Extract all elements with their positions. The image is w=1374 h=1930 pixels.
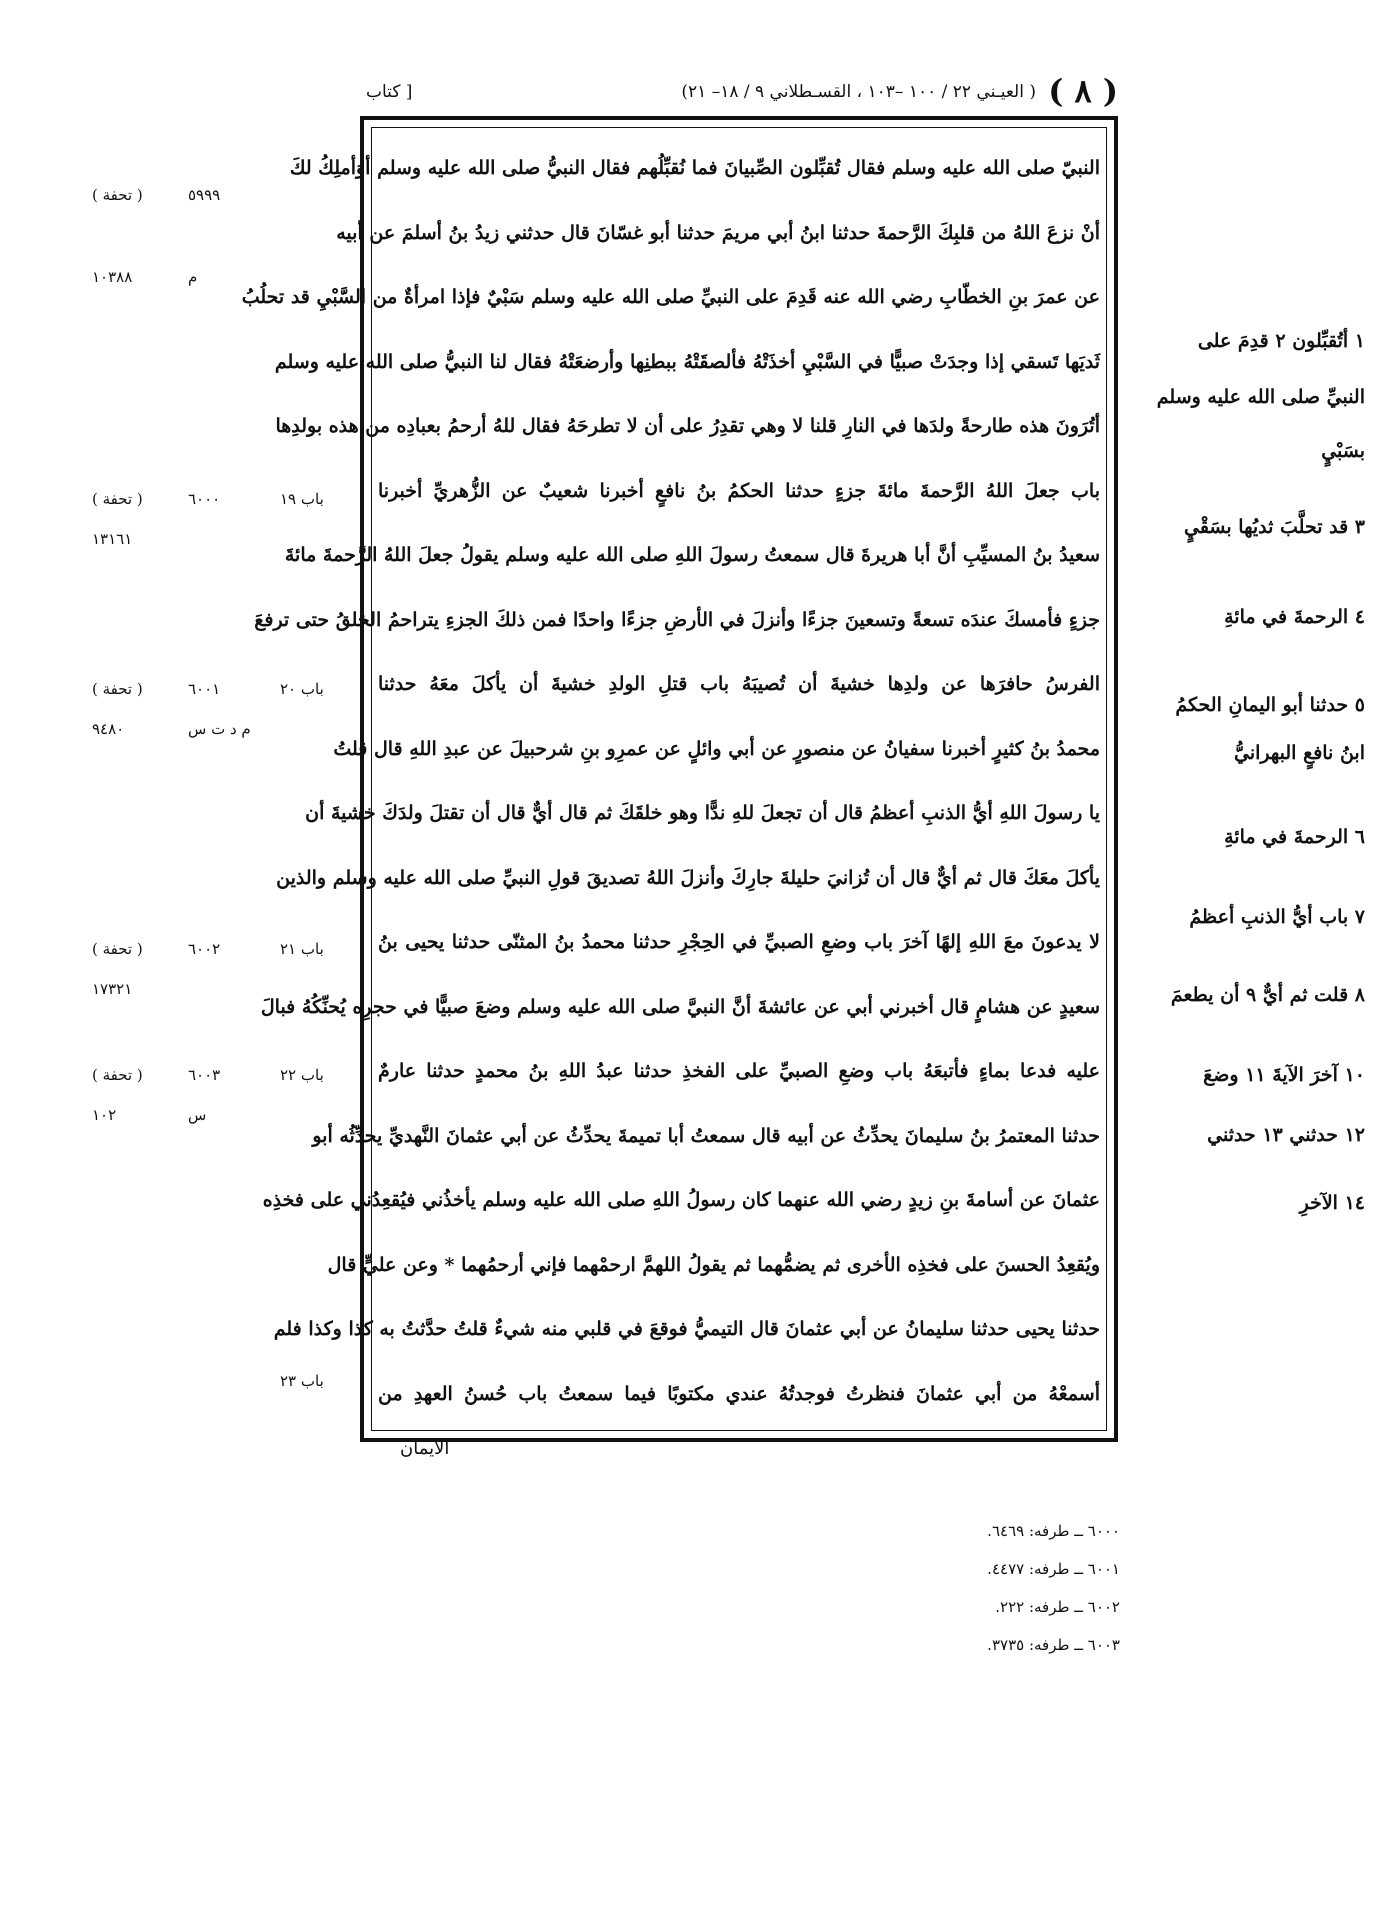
text-line: الفرسُ حافرَها عن ولدِها خشيةَ أن تُصيبَهُ باب قتلِ الولدِ خشيةَ أن يأكلَ معَهُ حدثنا xyxy=(378,673,1100,695)
text-line: أسمعْهُ من أبي عثمانَ فنظرتُ فوجدتُهُ عندي مكتوبًا فيما سمعتُ باب حُسنُ العهدِ من xyxy=(378,1382,1100,1405)
variant-reading: ١٢ حدثني ١٣ حدثني xyxy=(1207,1124,1365,1146)
variant-reading: ابنُ نافعٍ البهرانيُّ xyxy=(1234,742,1365,764)
text-line: النبيّ صلى الله عليه وسلم فقال تُقبِّلون الصِّبيانَ فما نُقبِّلُهم فقال النبيُّ صلى الله عليه وسلم أوَأملِكُ لكَ xyxy=(289,157,1100,179)
catchword: الايمان xyxy=(400,1438,450,1459)
text-line: سعيدُ بنُ المسيِّبِ أنَّ أبا هريرةَ قال سمعتُ رسولَ اللهِ صلى الله عليه وسلم يقولُ جعلَ اللهُ الرَّحمةَ مائةَ xyxy=(284,544,1100,566)
hadith-number: ٦٠٠١ xyxy=(188,680,221,698)
bab-number: باب ٢٣ xyxy=(280,1372,324,1390)
text-line: حدثنا المعتمرُ بنُ سليمانَ يحدِّثُ عن أبيه قال سمعتُ أبا تميمةَ يحدِّثُ عن أبي عثمانَ النَّهديِّ يحدِّثُه أبو xyxy=(312,1124,1100,1147)
footnote: ٦٠٠٢ ــ طرفه: ٢٢٢. xyxy=(995,1598,1120,1616)
variant-reading: بسَبْيٍ xyxy=(1321,440,1365,462)
variant-reading: ٧ باب أيُّ الذنبِ أعظمُ xyxy=(1189,906,1365,928)
bab-number: باب ٢٢ xyxy=(280,1066,324,1084)
hadith-number: ٥٩٩٩ xyxy=(188,186,221,204)
text-line: ثَديَها تَسقي إذا وجدَتْ صبيًّا في السَّبْيِ أخذَتْهُ فألصقَتْهُ ببطنِها وأرضعَتْهُ فقال لنا النبيُّ صلى الله عليه وسلم xyxy=(274,350,1100,373)
variant-reading: النبيِّ صلى الله عليه وسلم xyxy=(1156,386,1365,408)
hadith-number: س xyxy=(188,1106,207,1124)
text-line: سعيدٍ عن هشامٍ قال أخبرني أبي عن عائشةَ أنَّ النبيَّ صلى الله عليه وسلم وضعَ صبيًّا في حجرِه يُحنِّكُهُ فبالَ xyxy=(260,995,1100,1018)
footnotes xyxy=(880,1512,1120,1664)
hadith-number: ٦٠٠٣ xyxy=(188,1066,221,1084)
text-line: أتُرَونَ هذه طارحةً ولدَها في النارِ قلنا لا وهي تقدِرُ على أن لا تطرحَهُ فقال للهُ أرحمُ بعبادِه من هذه بولدِها xyxy=(275,415,1100,437)
hadith-number: م د ت س xyxy=(188,720,251,738)
footnote: ٦٠٠١ ــ طرفه: ٤٤٧٧. xyxy=(987,1560,1120,1578)
text-line: عليه فدعا بماءٍ فأتبعَهُ باب وضعِ الصبيِّ على الفخذِ حدثنا عبدُ اللهِ بنُ محمدٍ حدثنا عارمٌ xyxy=(378,1060,1100,1082)
bab-number: باب ٢٠ xyxy=(280,680,324,698)
page-number: ( ٨ ) xyxy=(1048,72,1118,110)
tuhfa-reference: ١٠٣٨٨ xyxy=(92,268,133,286)
variant-reading: ٤ الرحمةَ في مائةِ xyxy=(1224,606,1365,628)
text-line: عن عمرَ بنِ الخطّابِ رضي الله عنه قَدِمَ على النبيِّ صلى الله عليه وسلم سَبْيٌ فإذا امرأةٌ من السَّبْيِ قد تحلُبُ xyxy=(241,286,1100,308)
text-line: يا رسولَ اللهِ أيُّ الذنبِ أعظمُ قال أن تجعلَ للهِ ندًّا وهو خلقَكَ ثم قال أيٌّ قال أن تقتلَ ولدَكَ خشيةَ أن xyxy=(305,802,1100,824)
variant-reading: ١٠ آخرَ الآيةَ ١١ وضعَ xyxy=(1203,1064,1365,1086)
text-line: جزءٍ فأمسكَ عندَه تسعةً وتسعينَ جزءًا وأنزلَ في الأرضِ جزءًا واحدًا فمن ذلكَ الجزءِ يتراحمُ الخلقُ حتى ترفعَ xyxy=(254,608,1100,631)
hadith-number: ٦٠٠٢ xyxy=(188,940,221,958)
tuhfa-reference: ( تحفة ) xyxy=(92,186,143,204)
tuhfa-reference: ١٧٣٢١ xyxy=(92,980,133,998)
hadith-number: م xyxy=(188,268,198,286)
text-line: يأكلَ معَكَ قال ثم أيٌّ قال أن تُزانيَ حليلةَ جارِكَ وأنزلَ اللهُ تصديقَ قولِ النبيِّ صلى الله عليه وسلم والذين xyxy=(276,866,1100,889)
text-line: لا يدعونَ معَ اللهِ إلهًا آخرَ باب وضعِ الصبيِّ في الحِجْرِ حدثنا محمدُ بنُ المثنّى حدثنا يحيى بنُ xyxy=(378,931,1100,953)
bab-number: باب ١٩ xyxy=(280,490,324,508)
footnote: ٦٠٠٣ ــ طرفه: ٣٧٣٥. xyxy=(987,1636,1120,1654)
variant-reading: ١٤ الآخرِ xyxy=(1299,1192,1365,1214)
header-references: ( العيـني ٢٢ / ١٠٠ –١٠٣ ، القسـطلاني ٩ / ١٨– ٢١) xyxy=(681,82,1036,102)
text-line: باب جعلَ اللهُ الرَّحمةَ مائةَ جزءٍ حدثنا الحكمُ بنُ نافعٍ أخبرنا شعيبٌ عن الزُّهريِّ أخبرنا xyxy=(378,479,1100,502)
tuhfa-reference: ١٠٢ xyxy=(92,1106,117,1124)
left-margin-references xyxy=(0,0,355,1450)
tuhfa-reference: ( تحفة ) xyxy=(92,1066,143,1084)
text-line: حدثنا يحيى حدثنا سليمانُ عن أبي عثمانَ قال التيميُّ فوقعَ في قلبي منه شيءٌ قلتُ حدَّثتُ به كذا وكذا فلم xyxy=(273,1318,1100,1340)
tuhfa-reference: ( تحفة ) xyxy=(92,940,143,958)
hadith-number: ٦٠٠٠ xyxy=(188,490,221,508)
variant-reading: ٨ قلت ثم أيٌّ ٩ أن يطعمَ xyxy=(1170,984,1365,1006)
variant-reading: ٥ حدثنا أبو اليمانِ الحكمُ xyxy=(1175,694,1365,716)
header-section: [ كتاب xyxy=(366,82,413,102)
text-line: ويُقعِدُ الحسنَ على فخذِه الأخرى ثم يضمُّهما ثم يقولُ اللهمَّ ارحمْهما فإني أرحمُهما * وعن عليٍّ قال xyxy=(327,1253,1100,1276)
tuhfa-reference: ( تحفة ) xyxy=(92,490,143,508)
page-header xyxy=(360,72,1118,114)
text-line: محمدُ بنُ كثيرٍ أخبرنا سفيانُ عن منصورٍ عن أبي وائلٍ عن عمرِو بنِ شرحبيلَ عن عبدِ اللهِ قال قلتُ xyxy=(333,737,1100,760)
footnote: ٦٠٠٠ ــ طرفه: ٦٤٦٩. xyxy=(987,1522,1120,1540)
text-line: عثمانَ عن أسامةَ بنِ زيدٍ رضي الله عنهما كان رسولُ اللهِ صلى الله عليه وسلم يأخذُني فيُقعِدُني على فخذِه xyxy=(262,1189,1100,1211)
tuhfa-reference: ( تحفة ) xyxy=(92,680,143,698)
tuhfa-reference: ٩٤٨٠ xyxy=(92,720,125,738)
text-line: أنْ نزعَ اللهُ من قلبِكَ الرَّحمةَ حدثنا ابنُ أبي مريمَ حدثنا أبو غسّانَ قال حدثني زيدُ بنُ أسلمَ عن أبيه xyxy=(336,221,1100,244)
variant-reading: ٦ الرحمةَ في مائةِ xyxy=(1224,826,1365,848)
tuhfa-reference: ١٣١٦١ xyxy=(92,530,133,548)
variant-reading: ١ أتُقبِّلون ٢ قدِمَ على xyxy=(1197,330,1365,352)
bab-number: باب ٢١ xyxy=(280,940,324,958)
variant-reading: ٣ قد تحلَّبَ ثديُها بسَقْيٍ xyxy=(1183,516,1365,538)
